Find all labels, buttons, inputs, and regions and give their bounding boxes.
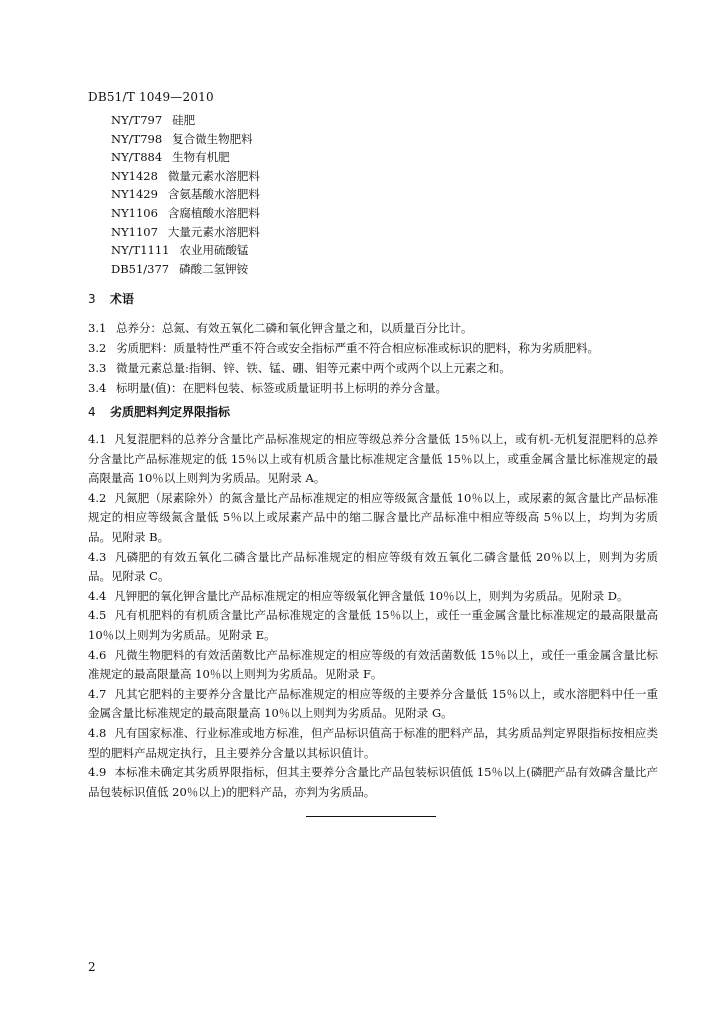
reference-title: 硅肥 xyxy=(172,113,196,127)
term-item xyxy=(88,318,599,338)
clause-number: 4.8 xyxy=(88,725,107,740)
term-item xyxy=(88,358,599,378)
clause-text: 凡氮肥（尿素除外）的氮含量比产品标准规定的相应等级氮含量低 10％以上，或尿素的氮含量比产品标准规定的相应等级氮含量低 5％以上或尿素产品中的缩二脲含量比产品标准中相应等级高 5％以上，均判为劣质品。见附录 B。 xyxy=(88,490,658,544)
reference-item xyxy=(111,167,260,186)
reference-item xyxy=(111,204,260,223)
reference-title: 含氨基酸水溶肥料 xyxy=(167,187,260,202)
reference-item xyxy=(111,223,260,242)
term-item xyxy=(88,378,599,398)
clause-number: 4.9 xyxy=(88,765,107,780)
reference-code: NY/T798 xyxy=(111,131,163,146)
clause-text: 本标准未确定其劣质界限指标，但其主要养分含量比产品包装标识值低 15％以上(磷肥产品有效磷含量比产品包装标识值低 20％以上)的肥料产品，亦判为劣质品。 xyxy=(88,765,658,799)
reference-code: NY1106 xyxy=(111,205,158,220)
criteria-clauses xyxy=(88,430,658,802)
term-number: 3.4 xyxy=(88,381,107,395)
reference-title: 大量元素水溶肥料 xyxy=(167,224,260,239)
section-title: 劣质肥料判定界限指标 xyxy=(110,405,231,419)
section-number: 3 xyxy=(88,292,96,306)
reference-code: NY1428 xyxy=(111,168,158,183)
reference-title: 农业用硫酸锰 xyxy=(179,243,249,258)
term-text: 劣质肥料：质量特性严重不符合或安全指标严重不符合相应标准或标识的肥料，称为劣质肥料。 xyxy=(116,341,599,355)
reference-code: NY1429 xyxy=(111,187,158,202)
clause-number: 4.4 xyxy=(88,588,107,603)
reference-title: 含腐植酸水溶肥料 xyxy=(167,205,260,220)
reference-title: 生物有机肥 xyxy=(172,150,230,165)
clause-text: 凡有国家标准、行业标准或地方标准，但产品标识值高于标准的肥料产品，其劣质品判定界限指标按相应类型的肥料产品规定执行，且主要养分含量以其标识值计。 xyxy=(88,725,658,760)
clause-text: 凡其它肥料的主要养分含量比产品标准规定的相应等级的主要养分含量低 15％以上，或水溶肥料中任一重金属含量比标准规定的最高限量高 10％以上则判为劣质品。见附录 G。 xyxy=(88,686,658,721)
term-number: 3.2 xyxy=(88,341,107,355)
section-4-heading xyxy=(88,403,230,420)
reference-code: DB51/377 xyxy=(111,261,170,276)
clause-item xyxy=(88,606,658,645)
clause-text: 凡有机肥料的有机质含量比产品标准规定的含量低 15％以上，或任一重金属含量比标准规定的最高限量高 10％以上则判为劣质品。见附录 E。 xyxy=(88,608,658,642)
reference-item xyxy=(111,241,260,260)
clause-item xyxy=(88,646,658,685)
reference-title: 磷酸二氢钾铵 xyxy=(179,261,249,276)
clause-item xyxy=(88,763,658,802)
clause-item xyxy=(88,587,658,607)
term-number: 3.1 xyxy=(88,321,107,335)
reference-code: NY/T884 xyxy=(111,150,163,165)
clause-number: 4.2 xyxy=(88,490,107,505)
clause-item xyxy=(88,430,658,489)
reference-item xyxy=(111,185,260,204)
clause-text: 凡钾肥的氧化钾含量比产品标准规定的相应等级氧化钾含量低 10％以上，则判为劣质品。见附录 D。 xyxy=(114,588,629,603)
reference-item xyxy=(111,148,260,167)
reference-code: NY/T1111 xyxy=(111,243,170,258)
clause-number: 4.5 xyxy=(88,608,107,623)
section-3-heading xyxy=(88,290,134,307)
clause-text: 凡磷肥的有效五氧化二磷含量比产品标准规定的相应等级有效五氧化二磷含量低 20％以上，则判为劣质品。见附录 C。 xyxy=(88,549,658,584)
reference-code: NY1107 xyxy=(111,224,158,239)
term-item xyxy=(88,338,599,358)
term-number: 3.3 xyxy=(88,361,107,375)
clause-number: 4.3 xyxy=(88,549,107,564)
document-id: DB51/T 1049—2010 xyxy=(88,90,214,104)
clause-item xyxy=(88,489,658,548)
clause-text: 凡复混肥料的总养分含量比产品标准规定的相应等级总养分含量低 15％以上，或有机-无机复混肥料的总养分含量比产品标准规定的低 15％以上或有机质含量比标准规定含量低 15％以上，或重金属含量比标准规定的最高限量高 10％以上则判为劣质品。见附录 A。 xyxy=(88,432,658,486)
reference-code: NY/T797 xyxy=(111,113,163,127)
section-number: 4 xyxy=(88,405,96,419)
section-title: 术语 xyxy=(110,292,135,306)
clause-number: 4.6 xyxy=(88,647,107,662)
reference-title: 复合微生物肥料 xyxy=(172,131,253,146)
reference-item xyxy=(111,260,260,279)
end-of-text-rule xyxy=(306,816,436,817)
clause-text: 凡微生物肥料的有效活菌数比产品标准规定的相应等级的有效活菌数低 15％以上，或任一重金属含量比标准规定的最高限量高 10％以上则判为劣质品。见附录 F。 xyxy=(88,647,658,682)
normative-references-list xyxy=(111,111,260,278)
term-text: 总养分：总氮、有效五氧化二磷和氧化钾含量之和，以质量百分比计。 xyxy=(116,321,473,335)
reference-item xyxy=(111,130,260,149)
reference-title: 微量元素水溶肥料 xyxy=(167,168,260,183)
terms-list xyxy=(88,318,599,398)
clause-number: 4.1 xyxy=(88,432,107,446)
clause-item xyxy=(88,724,658,763)
term-text: 标明量(值)：在肥料包装、标签或质量证明书上标明的养分含量。 xyxy=(116,381,447,395)
page-number: 2 xyxy=(88,960,96,974)
term-text: 微量元素总量:指铜、锌、铁、锰、硼、钼等元素中两个或两个以上元素之和。 xyxy=(116,361,511,375)
clause-item xyxy=(88,685,658,724)
clause-number: 4.7 xyxy=(88,686,107,701)
reference-item xyxy=(111,111,260,130)
clause-item xyxy=(88,548,658,587)
